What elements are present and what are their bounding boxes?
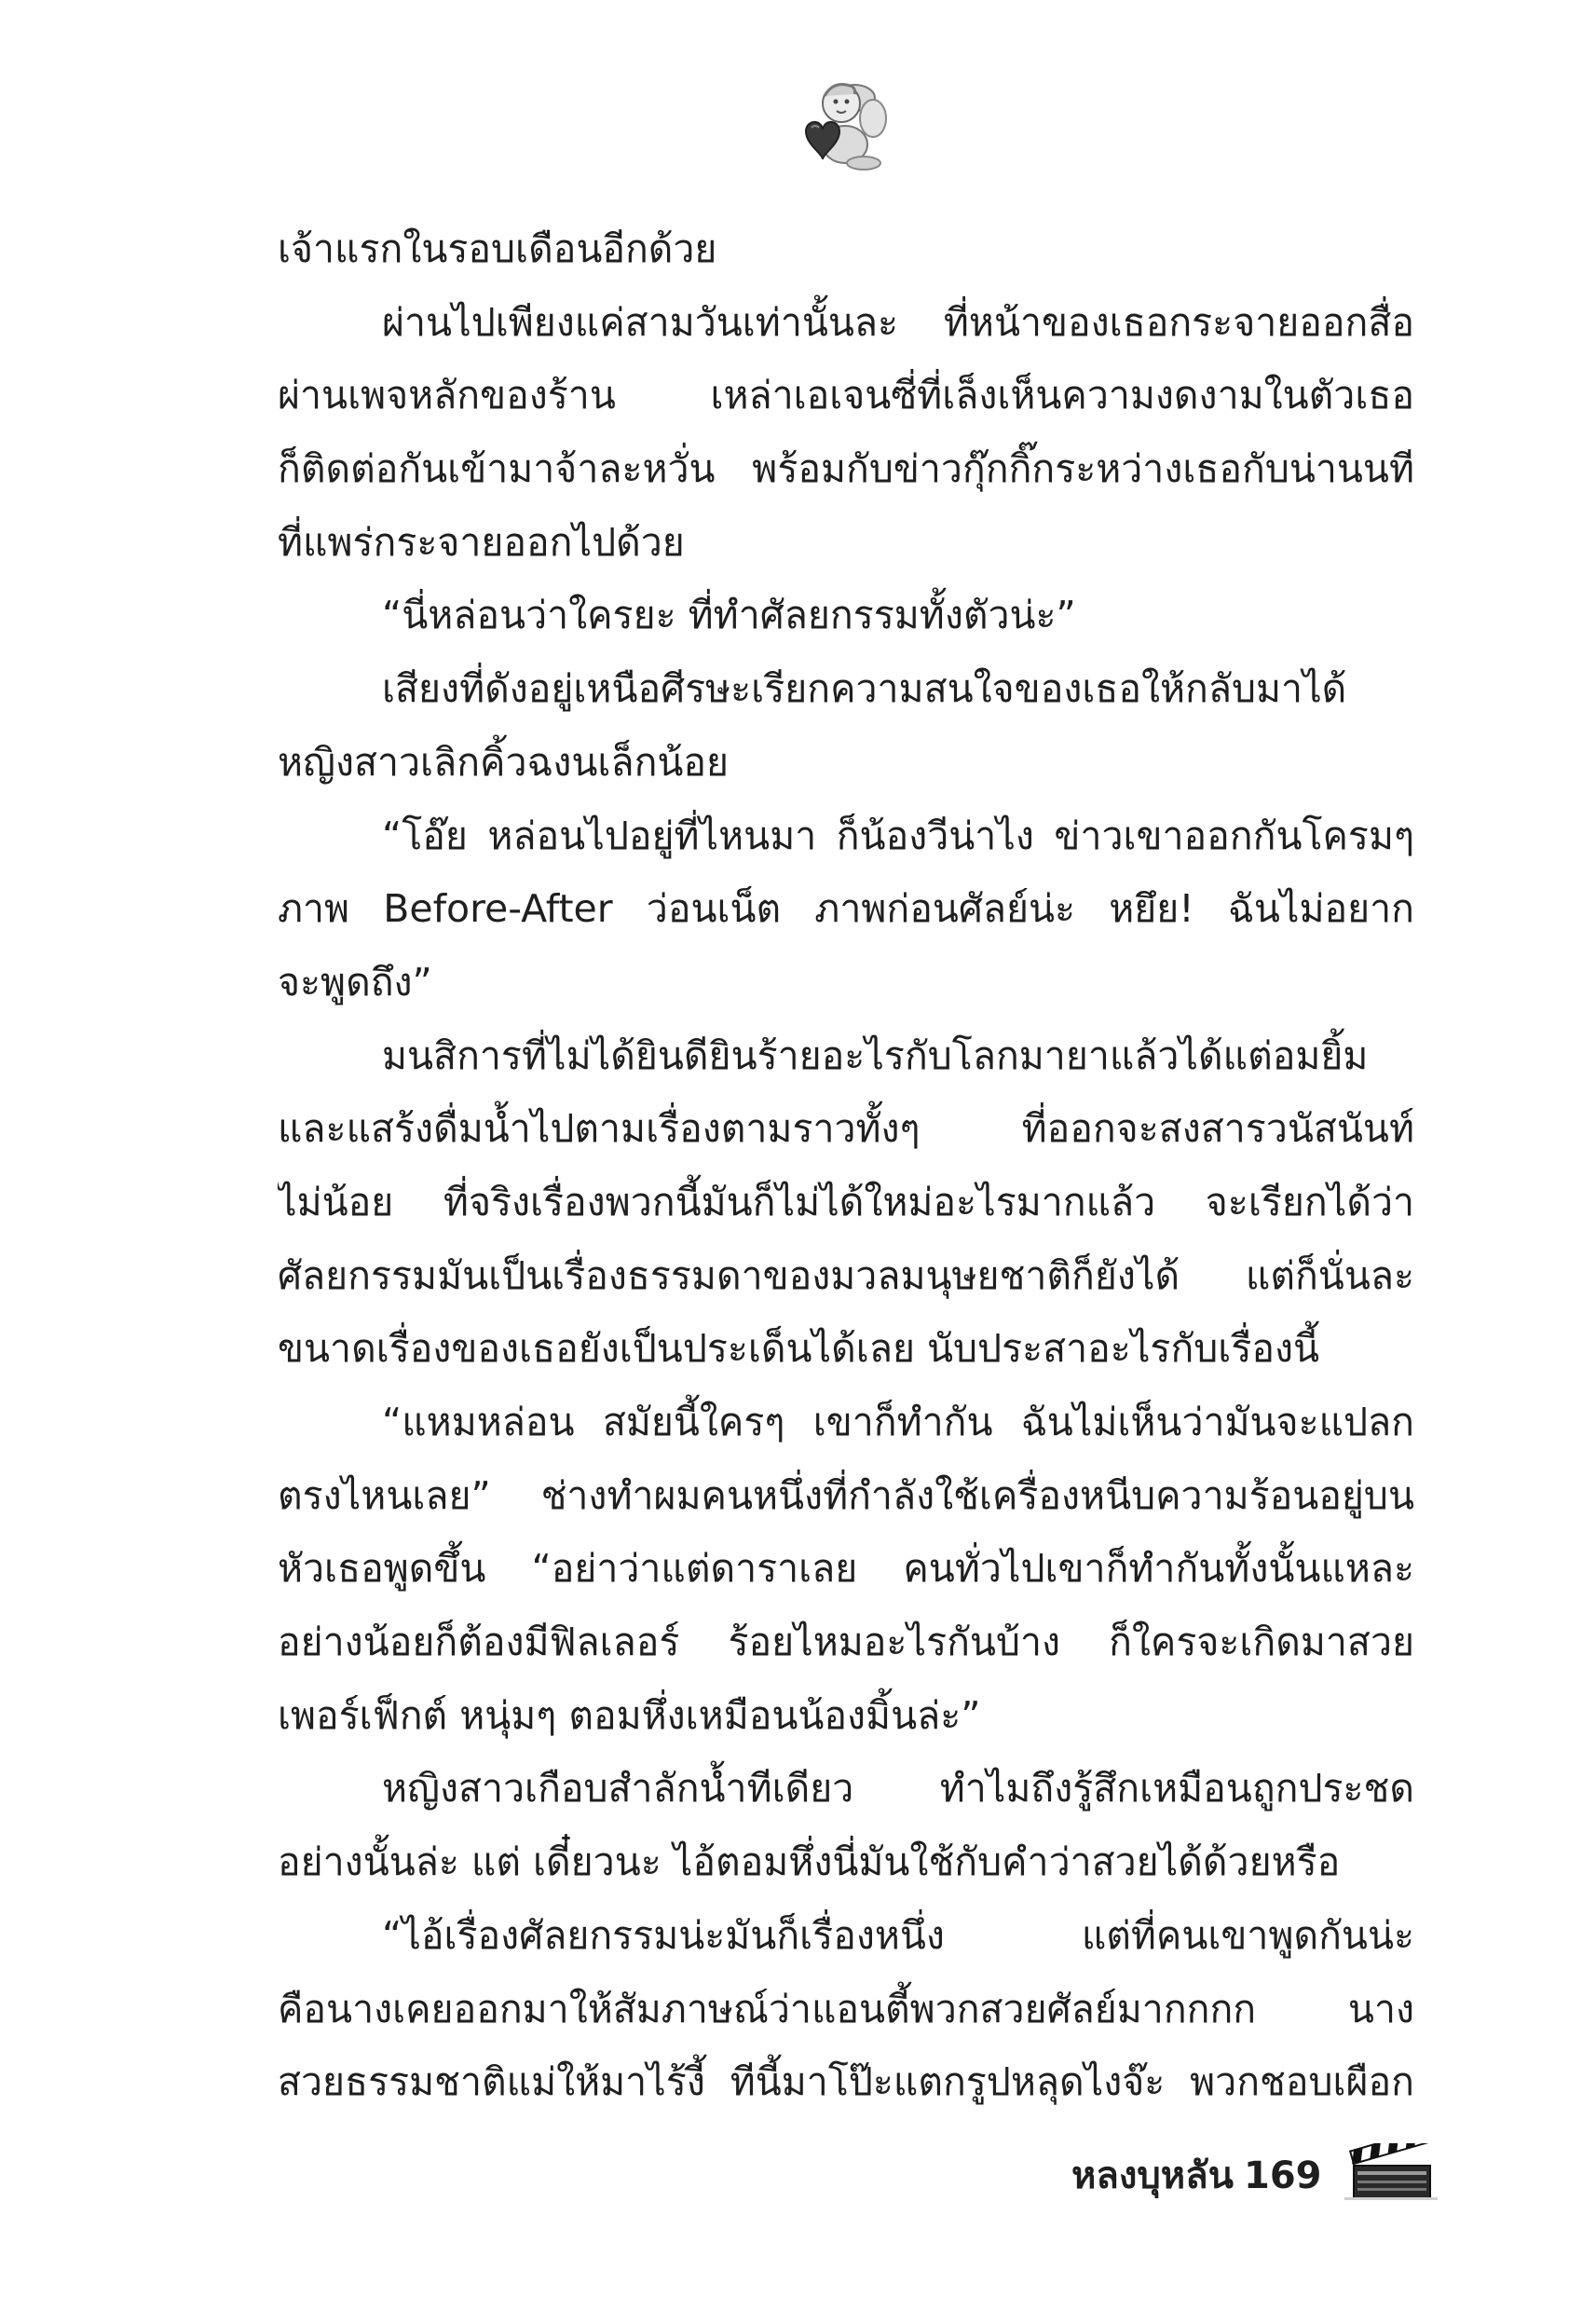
text-line: “นี่หล่อนว่าใครยะ ที่ทำศัลยกรรมทั้งตัวน่ะ” — [382, 593, 1076, 638]
text-line: ผ่านไปเพียงแค่สามวันเท่านั้นละ ที่หน้าของเธอกระจายออกสื่อ — [382, 299, 1414, 345]
page-footer — [1071, 2143, 1444, 2208]
text-line: สวยธรรมชาติแม่ให้มาไร้งี้ ทีนี้มาโป๊ะแตกรูปหลุดไงจ๊ะ พวกชอบเผือก — [278, 2059, 1414, 2105]
text-line: “ไอ้เรื่องศัลยกรรมน่ะมันก็เรื่องหนึ่ง แต่ที่คนเขาพูดกันน่ะ — [382, 1912, 1414, 1958]
text-line: จะพูดถึง” — [278, 959, 432, 1005]
text-line: หญิงสาวเกือบสำลักน้ำทีเดียว ทำไมถึงรู้สึกเหมือนถูกประชด — [382, 1766, 1414, 1812]
text-line: ผ่านเพจหลักของร้าน เหล่าเอเจนซี่ที่เล็งเห็นความงดงามในตัวเธอ — [278, 373, 1414, 418]
text-line: คือนางเคยออกมาให้สัมภาษณ์ว่าแอนตี้พวกสวยศัลย์มากกกก นาง — [278, 1986, 1414, 2031]
text-line: ศัลยกรรมมันเป็นเรื่องธรรมดาของมวลมนุษยชาติก็ยังได้ แต่ก็นั่นละ — [278, 1252, 1414, 1298]
text-line: ตรงไหนเลย” ช่างทำผมคนหนึ่งที่กำลังใช้เครื่องหนีบความร้อนอยู่บน — [278, 1472, 1414, 1518]
text-line: อย่างน้อยก็ต้องมีฟิลเลอร์ ร้อยไหมอะไรกันบ้าง ก็ใครจะเกิดมาสวย — [278, 1620, 1414, 1665]
text-line: “แหมหล่อน สมัยนี้ใครๆ เขาก็ทำกัน ฉันไม่เห็นว่ามันจะแปลก — [382, 1400, 1414, 1444]
text-line: “โอ๊ย หล่อนไปอยู่ที่ไหนมา ก็น้องวีน่าไง ข่าวเขาออกกันโครมๆ — [382, 813, 1414, 858]
text-line: ภาพ Before-After ว่อนเน็ต ภาพก่อนศัลย์น่ะ หยึย! ฉันไม่อยาก — [278, 886, 1414, 932]
text-line: อย่างนั้นล่ะ แต่ เดี๋ยวนะ ไอ้ตอมหึ่งนี่มันใช้กับคำว่าสวยได้ด้วยหรือ — [278, 1839, 1341, 1885]
text-line: และแสร้งดื่มน้ำไปตามเรื่องตามราวทั้งๆ ที่ออกจะสงสารวนัสนันท์ — [278, 1106, 1414, 1152]
text-line: ไม่น้อย ที่จริงเรื่องพวกนี้มันก็ไม่ได้ใหม่อะไรมากแล้ว จะเรียกได้ว่า — [278, 1179, 1414, 1224]
text-line: หัวเธอพูดขึ้น “อย่าว่าแต่ดาราเลย คนทั่วไปเขาก็ทำกันทั้งนั้นแหละ — [278, 1546, 1414, 1592]
page-number: 169 — [1244, 2154, 1322, 2197]
text-line: เจ้าแรกในรอบเดือนอีกด้วย — [278, 226, 717, 271]
text-line: มนสิการที่ไม่ได้ยินดียินร้ายอะไรกับโลกมายาแล้วได้แต่อมยิ้ม — [382, 1032, 1369, 1078]
film-clapperboard-icon — [1344, 2143, 1438, 2201]
text-line: ก็ติดต่อกันเข้ามาจ้าละหวั่น พร้อมกับข่าวกุ๊กกิ๊กระหว่างเธอกับน่านนที — [278, 446, 1414, 492]
text-line: ขนาดเรื่องของเธอยังเป็นประเด็นได้เลย นับประสาอะไรกับเรื่องนี้ — [278, 1326, 1320, 1372]
cupid-holding-heart-icon — [797, 70, 890, 172]
running-title: หลงบุหลัน — [1071, 2154, 1235, 2197]
text-line: เสียงที่ดังอยู่เหนือศีรษะเรียกความสนใจของเธอให้กลับมาได้ — [382, 666, 1347, 712]
text-line: หญิงสาวเลิกคิ้วฉงนเล็กน้อย — [278, 739, 730, 785]
body-text — [278, 212, 1414, 2119]
text-line: ที่แพร่กระจายออกไปด้วย — [278, 519, 685, 565]
text-line: เพอร์เฟ็กต์ หนุ่มๆ ตอมหึ่งเหมือนน้องมิ้นล่ะ” — [278, 1692, 981, 1738]
